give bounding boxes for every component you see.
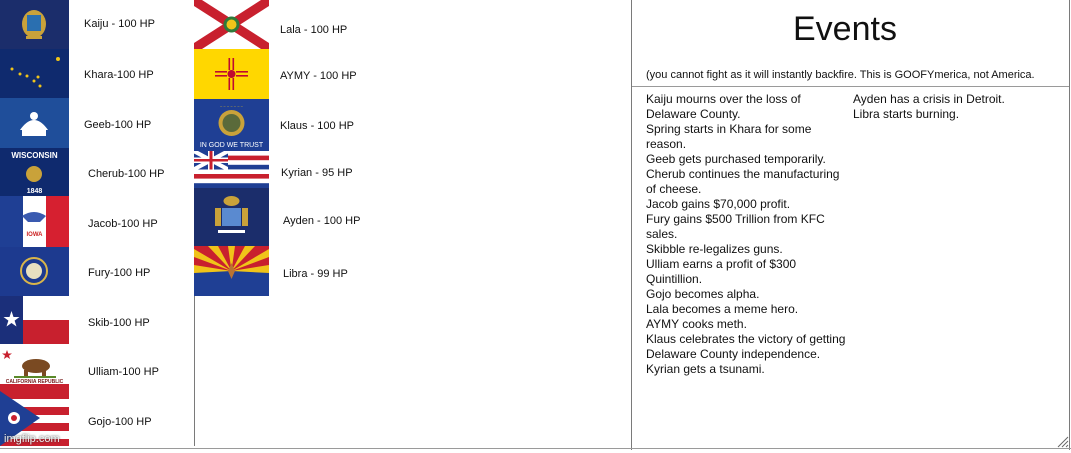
event-line: Ayden has a crisis in Detroit. bbox=[853, 92, 1005, 106]
florida-flag bbox=[194, 0, 269, 49]
player-label-libra: Libra - 99 HP bbox=[283, 268, 348, 280]
player-label-cherub: Cherub-100 HP bbox=[88, 168, 165, 180]
event-line: Jacob gains $70,000 profit. bbox=[646, 197, 791, 211]
player-label-gojo: Gojo-100 HP bbox=[88, 416, 152, 428]
texas-flag bbox=[0, 296, 69, 344]
event-line: Spring starts in Khara for some bbox=[646, 122, 812, 136]
event-line: Kaiju mourns over the loss of bbox=[646, 92, 801, 106]
event-line: Gojo becomes alpha. bbox=[646, 287, 760, 301]
player-label-skib: Skib-100 HP bbox=[88, 317, 150, 329]
events-title: Events bbox=[793, 10, 897, 48]
montana-flag-text: IN GOD WE TRUST bbox=[199, 142, 264, 149]
watermark: imgflip.com bbox=[4, 433, 60, 445]
new-mexico-flag bbox=[194, 49, 269, 99]
event-line: reason. bbox=[646, 137, 687, 151]
events-column-2 bbox=[853, 92, 1053, 122]
event-line: Libra starts burning. bbox=[853, 107, 960, 121]
event-line: Skibble re-legalizes guns. bbox=[646, 242, 783, 256]
player-label-kyrian: Kyrian - 95 HP bbox=[281, 167, 353, 179]
player-label-kaiju: Kaiju - 100 HP bbox=[84, 18, 155, 30]
event-line: sales. bbox=[646, 227, 678, 241]
event-line: Lala becomes a meme hero. bbox=[646, 302, 799, 316]
divider-right-edge bbox=[1069, 0, 1070, 450]
california-flag-text: CALIFORNIA REPUBLIC bbox=[5, 379, 64, 385]
player-label-aymy: AYMY - 100 HP bbox=[280, 70, 357, 82]
wisconsin-flag bbox=[0, 148, 69, 196]
svg-text:~ ~ ~ ~ ~ ~ ~: ~ ~ ~ ~ ~ ~ ~ bbox=[219, 104, 244, 109]
event-line: Ulliam earns a profit of $300 bbox=[646, 257, 797, 271]
player-label-lala: Lala - 100 HP bbox=[280, 24, 348, 36]
alaska-flag bbox=[0, 49, 69, 98]
events-column-1 bbox=[646, 92, 851, 377]
divider-events bbox=[631, 0, 632, 450]
hawaii-flag bbox=[194, 151, 269, 188]
player-label-khara: Khara-100 HP bbox=[84, 69, 154, 81]
iowa-flag-text: IOWA bbox=[26, 232, 43, 238]
event-line: Cherub continues the manufacturing bbox=[646, 167, 840, 181]
player-label-jacob: Jacob-100 HP bbox=[88, 218, 158, 230]
events-note-separator bbox=[632, 86, 1069, 87]
louisiana-flag bbox=[0, 98, 69, 148]
iowa-flag bbox=[0, 196, 69, 247]
event-line: Kyrian gets a tsunami. bbox=[646, 362, 765, 376]
bottom-border bbox=[0, 448, 1071, 449]
player-label-geeb: Geeb-100 HP bbox=[84, 119, 152, 131]
event-line: of cheese. bbox=[646, 182, 702, 196]
arizona-flag bbox=[194, 246, 269, 296]
california-flag bbox=[0, 344, 69, 391]
event-line: Fury gains $500 Trillion from KFC bbox=[646, 212, 825, 226]
montana-flag bbox=[194, 99, 269, 151]
event-line: AYMY cooks meth. bbox=[646, 317, 747, 331]
wisconsin-flag-year: 1848 bbox=[26, 188, 43, 195]
event-line: Klaus celebrates the victory of getting bbox=[646, 332, 846, 346]
events-note: (you cannot fight as it will instantly backfire. This is GOOFYmerica, not America. bbox=[646, 69, 1035, 81]
resize-grip-icon[interactable] bbox=[1055, 434, 1069, 448]
player-label-ayden: Ayden - 100 HP bbox=[283, 215, 361, 227]
event-line: Delaware County independence. bbox=[646, 347, 821, 361]
wisconsin-flag-text: WISCONSIN bbox=[11, 151, 58, 160]
event-line: Quintillion. bbox=[646, 272, 703, 286]
player-label-klaus: Klaus - 100 HP bbox=[280, 120, 354, 132]
kentucky-flag bbox=[0, 247, 69, 296]
player-label-fury: Fury-100 HP bbox=[88, 267, 151, 279]
player-label-ulliam: Ulliam-100 HP bbox=[88, 366, 159, 378]
event-line: Geeb gets purchased temporarily. bbox=[646, 152, 826, 166]
pennsylvania-flag bbox=[0, 0, 69, 49]
michigan-flag bbox=[194, 188, 269, 246]
event-line: Delaware County. bbox=[646, 107, 741, 121]
